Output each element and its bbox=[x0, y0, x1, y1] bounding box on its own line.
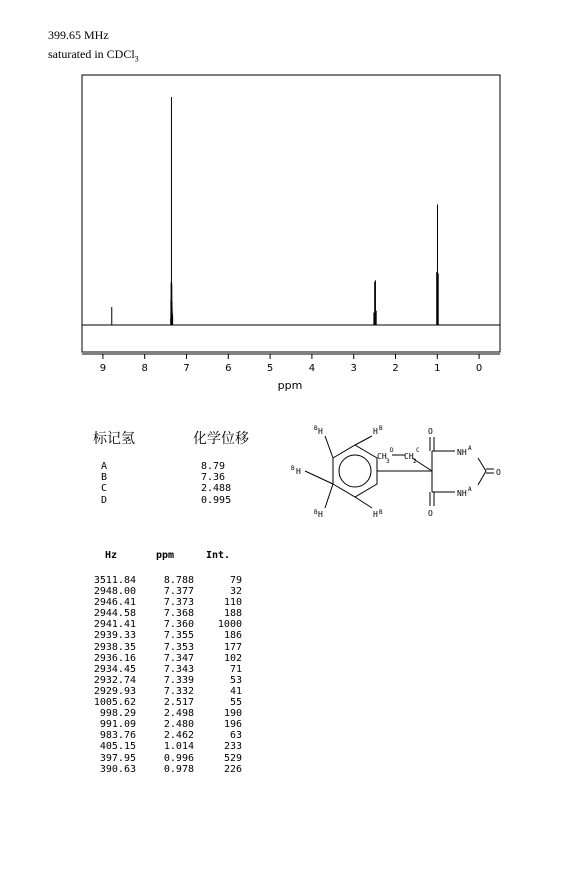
int-cell: 190 bbox=[223, 708, 242, 720]
bond-h-top-left bbox=[325, 436, 333, 458]
h-label: H bbox=[373, 510, 378, 519]
int-cell: 186 bbox=[223, 630, 242, 642]
ppm-cell: 2.517 bbox=[163, 697, 194, 709]
table-row bbox=[86, 608, 242, 619]
hz-cell: 390.63 bbox=[99, 763, 136, 775]
bond-h-bottom-left bbox=[325, 484, 333, 508]
int-cell: 63 bbox=[229, 730, 242, 742]
int-cell: 53 bbox=[229, 674, 242, 686]
h-label-b: B bbox=[379, 425, 383, 432]
h-label: H bbox=[318, 427, 323, 436]
int-cell: 1000 bbox=[217, 619, 242, 631]
ch2-subscript: 2 bbox=[413, 458, 417, 465]
hz-cell: 2932.74 bbox=[93, 674, 136, 686]
int-cell: 55 bbox=[229, 697, 242, 709]
ppm-cell: 7.347 bbox=[163, 652, 194, 664]
oxygen-top: O bbox=[428, 427, 433, 436]
table-row bbox=[86, 697, 242, 708]
x-tick-label: 6 bbox=[225, 363, 232, 374]
hz-cell: 2944.58 bbox=[93, 608, 136, 620]
int-cell: 196 bbox=[223, 719, 242, 731]
ppm-cell: 7.343 bbox=[163, 663, 194, 675]
x-tick-label: 4 bbox=[308, 363, 316, 374]
table-row bbox=[86, 753, 242, 764]
bond-h-left bbox=[305, 471, 333, 484]
int-cell: 79 bbox=[229, 575, 242, 586]
hz-cell: 998.29 bbox=[99, 708, 136, 720]
table-row bbox=[86, 675, 242, 686]
assignment-shift: 8.79 bbox=[201, 461, 226, 472]
x-tick-label: 2 bbox=[392, 363, 399, 374]
nh-top: NH bbox=[457, 448, 467, 457]
ppm-cell: 2.498 bbox=[163, 708, 194, 720]
int-cell: 226 bbox=[223, 763, 242, 775]
hz-cell: 2946.41 bbox=[93, 597, 136, 609]
x-tick-label: 3 bbox=[350, 363, 357, 374]
spectrometer-frequency: 399.65 MHz bbox=[48, 28, 109, 42]
table-row bbox=[86, 653, 242, 664]
hz-cell: 983.76 bbox=[99, 730, 136, 742]
x-tick-label: 0 bbox=[475, 363, 483, 374]
int-cell: 71 bbox=[229, 663, 242, 675]
ppm-cell: 7.355 bbox=[163, 630, 194, 642]
h-label-b: B bbox=[314, 509, 318, 516]
col-header-ppm: ppm bbox=[155, 550, 175, 561]
aromatic-circle bbox=[339, 455, 371, 487]
table-row bbox=[86, 597, 242, 608]
ch2-label: CH bbox=[404, 452, 414, 461]
table-row bbox=[86, 730, 242, 741]
int-cell: 188 bbox=[223, 608, 242, 620]
bond-c2-n1 bbox=[478, 471, 486, 485]
ch2-label-c: C bbox=[416, 447, 420, 454]
assignment-label: A bbox=[101, 461, 108, 472]
table-row bbox=[86, 741, 242, 752]
nh-bottom: NH bbox=[457, 489, 467, 498]
table-row bbox=[86, 719, 242, 730]
table-row bbox=[86, 586, 242, 597]
ppm-cell: 7.332 bbox=[163, 685, 194, 697]
hz-cell: 405.15 bbox=[99, 741, 136, 753]
hz-cell: 991.09 bbox=[99, 719, 136, 731]
solvent-subscript: 3 bbox=[134, 54, 139, 64]
assignment-label-header: 标记氢 bbox=[93, 431, 135, 447]
int-cell: 110 bbox=[223, 597, 242, 609]
hz-cell: 397.95 bbox=[99, 752, 136, 764]
hz-cell: 1005.62 bbox=[93, 697, 136, 709]
x-tick-label: 5 bbox=[266, 363, 274, 374]
peak-table-body bbox=[86, 575, 242, 775]
bond-h-bottom-right bbox=[355, 497, 372, 508]
x-tick-label: 1 bbox=[434, 363, 441, 374]
hz-cell: 2941.41 bbox=[93, 619, 136, 631]
ppm-cell: 7.353 bbox=[163, 641, 194, 653]
hz-cell: 2929.93 bbox=[93, 685, 136, 697]
h-label-b: B bbox=[314, 425, 318, 432]
int-cell: 32 bbox=[229, 586, 242, 598]
ppm-cell: 2.480 bbox=[163, 719, 194, 731]
nh-bottom-a: A bbox=[468, 486, 472, 493]
x-axis-title: ppm bbox=[277, 379, 303, 392]
assignment-label: C bbox=[101, 483, 108, 495]
h-label-b: B bbox=[379, 509, 383, 516]
int-cell: 41 bbox=[229, 685, 242, 697]
ch3-label-d: D bbox=[390, 447, 394, 454]
solvent-text: saturated in CDCl bbox=[48, 47, 135, 61]
peak-table bbox=[86, 550, 242, 775]
ch3-label: CH bbox=[377, 452, 387, 461]
h-label: H bbox=[373, 427, 378, 436]
hz-cell: 2939.33 bbox=[93, 630, 136, 642]
peak-table-header bbox=[86, 550, 242, 575]
bond-c2-n3 bbox=[478, 458, 486, 471]
x-tick-label: 8 bbox=[141, 363, 148, 374]
assignment-shift-header: 化学位移 bbox=[193, 431, 249, 447]
ppm-cell: 0.978 bbox=[163, 763, 194, 775]
table-row bbox=[86, 630, 242, 641]
assignment-shift: 2.488 bbox=[201, 483, 232, 495]
h-label: H bbox=[318, 510, 323, 519]
table-row bbox=[86, 575, 242, 586]
table-row bbox=[86, 764, 242, 775]
x-tick-label: 9 bbox=[99, 363, 107, 374]
table-row bbox=[86, 708, 242, 719]
bond-h-top-right bbox=[355, 436, 372, 445]
hz-cell: 3511.84 bbox=[93, 575, 136, 586]
ppm-cell: 7.368 bbox=[163, 608, 194, 620]
table-row bbox=[86, 664, 242, 675]
hz-cell: 2936.16 bbox=[93, 652, 136, 664]
int-cell: 529 bbox=[223, 752, 242, 764]
int-cell: 233 bbox=[223, 741, 242, 753]
ppm-cell: 7.339 bbox=[163, 674, 194, 686]
int-cell: 102 bbox=[223, 652, 242, 664]
ppm-cell: 0.996 bbox=[163, 752, 194, 764]
h-label: H bbox=[296, 467, 301, 476]
benzene-ring bbox=[333, 445, 377, 497]
ppm-cell: 2.462 bbox=[163, 730, 194, 742]
x-tick-label: 7 bbox=[183, 363, 190, 374]
col-header-int: Int. bbox=[205, 550, 231, 561]
h-label-b: B bbox=[291, 465, 295, 472]
int-cell: 177 bbox=[223, 641, 242, 653]
table-row bbox=[86, 642, 242, 653]
table-row bbox=[86, 686, 242, 697]
hz-cell: 2948.00 bbox=[93, 586, 136, 598]
oxygen-right: O bbox=[496, 468, 501, 477]
ppm-cell: 7.360 bbox=[163, 619, 194, 631]
ppm-cell: 7.377 bbox=[163, 586, 194, 598]
hz-cell: 2938.35 bbox=[93, 641, 136, 653]
ppm-cell: 8.788 bbox=[163, 575, 194, 586]
nh-top-a: A bbox=[468, 445, 472, 452]
assignment-label: B bbox=[101, 472, 108, 484]
assignment-shift: 0.995 bbox=[201, 494, 232, 506]
ppm-cell: 1.014 bbox=[163, 741, 194, 753]
ppm-cell: 7.373 bbox=[163, 597, 194, 609]
hz-cell: 2934.45 bbox=[93, 663, 136, 675]
ch3-subscript: 3 bbox=[386, 458, 390, 465]
atom-labels bbox=[291, 425, 501, 519]
col-header-hz: Hz bbox=[104, 550, 118, 561]
table-row bbox=[86, 619, 242, 630]
oxygen-bottom: O bbox=[428, 509, 433, 518]
assignment-label: D bbox=[101, 494, 108, 506]
assignment-shift: 7.36 bbox=[201, 472, 226, 484]
